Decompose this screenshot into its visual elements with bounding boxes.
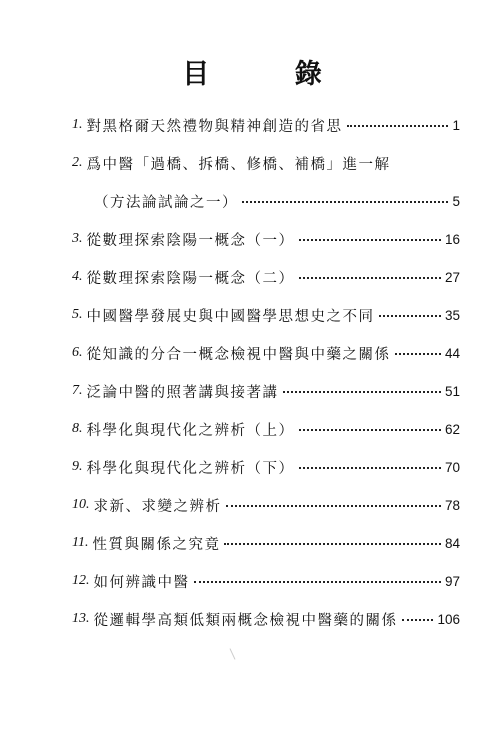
entry-page: 62 [444,421,460,437]
scan-mark [230,648,236,659]
dot-leader [242,201,448,203]
entry-number: 7. [72,383,83,398]
toc-entry-9[interactable] [72,448,460,486]
dot-leader [226,505,441,507]
entry-number: 12. [72,573,90,588]
entry-title: 從數理探索陰陽一概念（一） [86,232,295,249]
entry-title: 如何辨識中醫 [93,574,190,591]
entry-title: 從知識的分合一概念檢視中醫與中藥之關係 [86,346,391,363]
toc-entry-4[interactable] [72,258,460,296]
entry-title: 科學化與現代化之辨析（上） [86,422,295,439]
toc-entry-3[interactable] [72,220,460,258]
entry-title: 爲中醫「過橋、拆橋、修橋、補橋」進一解 [86,156,391,173]
table-of-contents [72,106,460,638]
toc-entry-6[interactable] [72,334,460,372]
entry-page: 35 [444,307,460,323]
dot-leader [299,467,441,469]
dot-leader [379,315,441,317]
toc-entry-13[interactable] [72,600,460,638]
toc-entry-7[interactable] [72,372,460,410]
entry-number: 10. [72,497,90,512]
dot-leader [224,543,441,545]
toc-entry-11[interactable] [72,524,460,562]
entry-page: 97 [444,573,460,589]
entry-number: 5. [72,307,83,322]
entry-number: 1. [72,117,83,132]
entry-page: 44 [444,345,460,361]
entry-title: 泛論中醫的照著講與接著講 [86,384,279,401]
entry-title: 性質與關係之究竟 [92,536,221,553]
entry-page: 106 [437,611,460,627]
dot-leader [395,353,441,355]
dot-leader [299,429,441,431]
page-title: 目 錄 [182,59,360,90]
entry-page: 5 [452,193,460,209]
entry-page: 84 [444,535,460,551]
entry-title: 求新、求變之辨析 [93,498,222,515]
entry-number: 2. [72,155,83,170]
entry-number: 13. [72,611,90,626]
entry-title: 對黑格爾天然禮物與精神創造的省思 [86,118,343,135]
entry-subtitle: （方法論試論之一） [94,194,238,211]
entry-title: 從邏輯學高類低類兩概念檢視中醫藥的關係 [93,612,398,629]
dot-leader [299,239,441,241]
entry-title: 中國醫學發展史與中國醫學思想史之不同 [86,308,375,325]
entry-page: 1 [452,117,460,133]
entry-number: 3. [72,231,83,246]
toc-entry-2[interactable] [72,144,460,182]
toc-entry-10[interactable] [72,486,460,524]
dot-leader [402,619,434,621]
toc-entry-12[interactable] [72,562,460,600]
entry-page: 51 [444,383,460,399]
entry-number: 11. [72,535,89,550]
entry-number: 8. [72,421,83,436]
toc-entry-1[interactable] [72,106,460,144]
entry-page: 78 [444,497,460,513]
toc-entry-2-subtitle[interactable] [72,182,460,220]
dot-leader [283,391,441,393]
entry-number: 4. [72,269,83,284]
entry-page: 16 [444,231,460,247]
entry-page: 27 [444,269,460,285]
dot-leader [347,125,449,127]
toc-entry-8[interactable] [72,410,460,448]
entry-number: 9. [72,459,83,474]
toc-entry-5[interactable] [72,296,460,334]
entry-title: 科學化與現代化之辨析（下） [86,460,295,477]
dot-leader [194,581,441,583]
entry-page: 70 [444,459,460,475]
dot-leader [299,277,441,279]
entry-number: 6. [72,345,83,360]
entry-title: 從數理探索陰陽一概念（二） [86,270,295,287]
